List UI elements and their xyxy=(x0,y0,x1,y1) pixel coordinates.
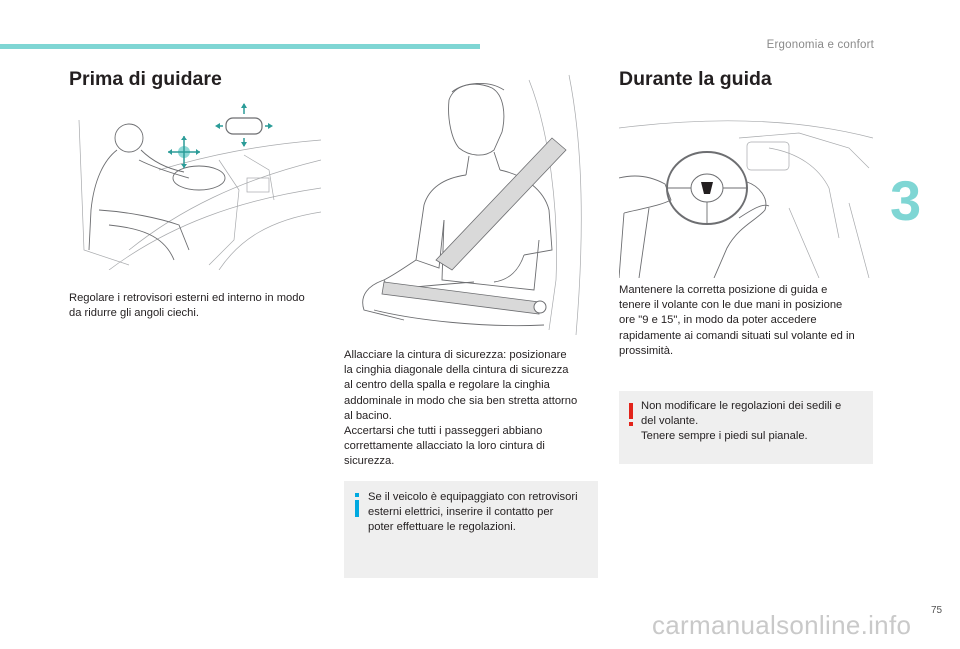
section-title: Ergonomia e confort xyxy=(766,39,874,51)
illustration-seat-belt xyxy=(344,70,598,340)
mirror-control-icon xyxy=(168,136,200,168)
info-note-box xyxy=(344,481,598,578)
mirror-icon xyxy=(215,103,273,147)
info-icon xyxy=(354,493,360,517)
page-number: 75 xyxy=(931,605,943,616)
warning-icon xyxy=(628,403,634,427)
page-title-while-driving: Durante la guida xyxy=(619,68,772,90)
info-note-text: Se il veicolo è equipaggiato con retrovisori esterni elettrici, inserire il contatto per poter effettuare le regolazioni. xyxy=(368,491,578,534)
paragraph-seat-belt: Allacciare la cintura di sicurezza: posizionare la cinghia diagonale della cintura di sicurezza al centro della spalla e regolare la cinghia addominale in modo che sia ben stretta attorno al bacino. Accertarsi che tutti i passeggeri abbiano correttamente allacciato la loro cintura di sicurezza. xyxy=(344,349,578,468)
watermark: carmanualsonline.info xyxy=(652,610,912,640)
chapter-number: 3 xyxy=(890,169,922,232)
header-accent-bar xyxy=(0,44,480,49)
illustration-mirror-adjustment xyxy=(69,100,321,270)
warning-note-box xyxy=(619,391,873,464)
warning-note-text: Non modificare le regolazioni dei sedili e del volante. Tenere sempre i piedi sul pianale. xyxy=(641,400,842,443)
page-title-before-driving: Prima di guidare xyxy=(69,68,222,90)
illustration-steering-wheel xyxy=(619,108,873,278)
paragraph-mirrors: Regolare i retrovisori esterni ed interno in modo da ridurre gli angoli ciechi. xyxy=(69,292,305,320)
paragraph-driving-position: Mantenere la corretta posizione di guida e tenere il volante con le due mani in posizione ore "9 e 15", in modo da poter accedere rapidamente ai comandi situati sul volante ed in prossimità. xyxy=(619,284,855,357)
